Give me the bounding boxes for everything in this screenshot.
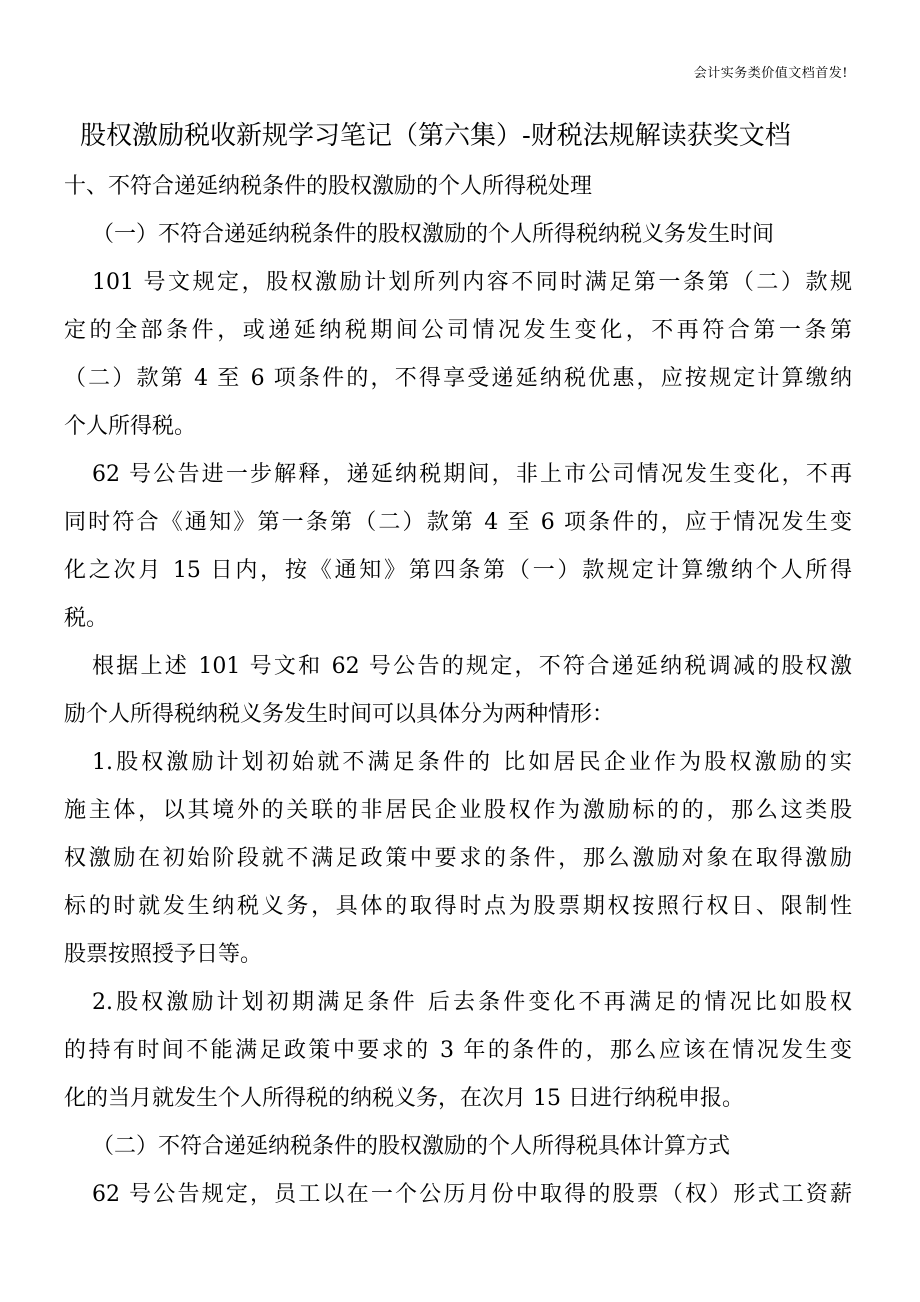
subheading-calculation: （二）不符合递延纳税条件的股权激励的个人所得税具体计算方式	[92, 1134, 731, 1159]
paragraph-line: 2.股权激励计划初期满足条件 后去条件变化不再满足的情况比如股权	[92, 990, 852, 1015]
paragraph-line: 个人所得税。	[64, 414, 197, 439]
document-title: 股权激励税收新规学习笔记（第六集）-财税法规解读获奖文档	[80, 121, 791, 151]
paragraph-line: 税。	[64, 606, 109, 631]
paragraph-line: 股票按照授予日等。	[64, 942, 263, 967]
paragraph-line: 62 号公告进一步解释，递延纳税期间，非上市公司情况发生变化，不再	[92, 462, 852, 487]
paragraph-line: （二）款第 4 至 6 项条件的，不得享受递延纳税优惠，应按规定计算缴纳	[64, 366, 852, 391]
paragraph-line: 62 号公告规定，员工以在一个公历月份中取得的股票（权）形式工资薪	[92, 1182, 852, 1207]
paragraph-line: 权激励在初始阶段就不满足政策中要求的条件，那么激励对象在取得激励	[64, 846, 852, 871]
header-note: 会计实务类价值文档首发!	[693, 66, 848, 81]
subheading-timing: （一）不符合递延纳税条件的股权激励的个人所得税纳税义务发生时间	[92, 222, 775, 247]
paragraph-line: 101 号文规定，股权激励计划所列内容不同时满足第一条第（二）款规	[92, 270, 852, 295]
paragraph-line: 标的时就发生纳税义务，具体的取得时点为股票期权按照行权日、限制性	[64, 894, 852, 919]
paragraph-line: 根据上述 101 号文和 62 号公告的规定，不符合递延纳税调减的股权激	[92, 654, 852, 679]
paragraph-line: 施主体，以其境外的关联的非居民企业股权作为激励标的的，那么这类股	[64, 798, 852, 823]
section-heading: 十、不符合递延纳税条件的股权激励的个人所得税处理	[64, 174, 593, 199]
paragraph-line: 定的全部条件，或递延纳税期间公司情况发生变化，不再符合第一条第	[64, 318, 852, 343]
paragraph-line: 同时符合《通知》第一条第（二）款第 4 至 6 项条件的，应于情况发生变	[64, 510, 852, 535]
paragraph-line: 化之次月 15 日内，按《通知》第四条第（一）款规定计算缴纳个人所得	[64, 558, 852, 583]
paragraph-line: 的持有时间不能满足政策中要求的 3 年的条件的，那么应该在情况发生变	[64, 1038, 852, 1063]
paragraph-line: 励个人所得税纳税义务发生时间可以具体分为两种情形：	[64, 702, 615, 727]
paragraph-line: 1.股权激励计划初始就不满足条件的 比如居民企业作为股权激励的实	[92, 750, 852, 775]
paragraph-line: 化的当月就发生个人所得税的纳税义务，在次月 15 日进行纳税申报。	[64, 1086, 744, 1111]
